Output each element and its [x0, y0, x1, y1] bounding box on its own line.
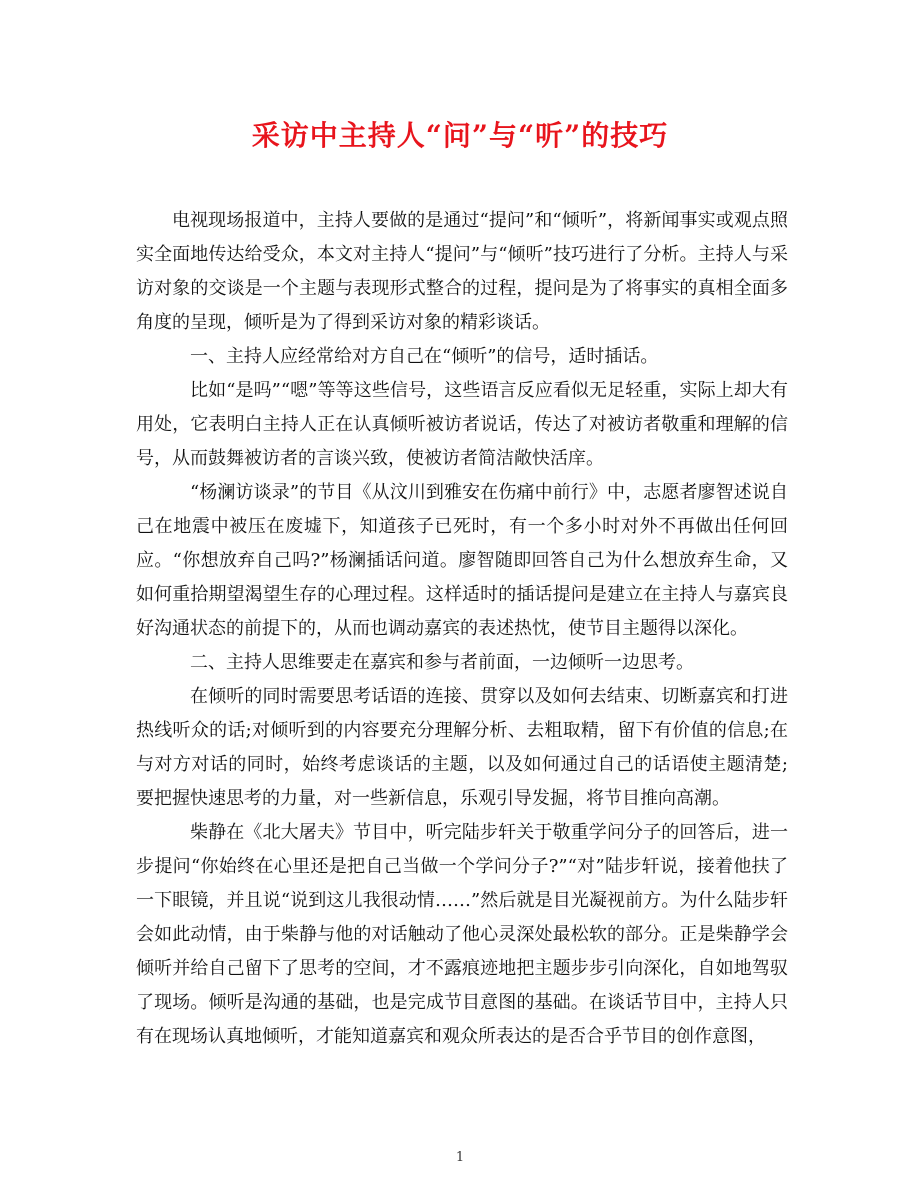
page-number: 1 [455, 1150, 465, 1165]
paragraph-thinking: 在倾听的同时需要思考话语的连接、贯穿以及如何去结束、切断嘉宾和打进热线听众的话;对倾听到的内容要充分理解分析、去粗取精，留下有价值的信息;在与对方对话的同时，始终考虑谈话的主题，以及如何通过自己的话语使主题清楚;要把握快速思考的力量，对一些新信息，乐观引导发掘，将节目推向高潮。 [136, 686, 788, 809]
heading-section-1: 一、主持人应经常给对方自己在“倾听”的信号，适时插话。 [190, 346, 659, 367]
document-body [136, 204, 788, 1054]
document-title: 采访中主持人“问”与“听”的技巧 [251, 119, 669, 152]
paragraph-signals: 比如“是吗”“嗯”等等这些信号，这些语言反应看似无足轻重，实际上却大有用处，它表明白主持人正在认真倾听被访者说话，传达了对被访者敬重和理解的信号，从而鼓舞被访者的言谈兴致，使被访者简洁敞快活庠。 [136, 380, 788, 469]
paragraph-intro: 电视现场报道中，主持人要做的是通过“提问”和“倾听”，将新闻事实或观点照实全面地传达给受众，本文对主持人“提问”与“倾听”技巧进行了分析。主持人与采访对象的交谈是一个主题与表现形式整合的过程，提问是为了将事实的真相全面多角度的呈现，倾听是为了得到采访对象的精彩谈话。 [136, 210, 788, 333]
heading-section-2: 二、主持人思维要走在嘉宾和参与者前面，一边倾听一边思考。 [190, 652, 694, 673]
paragraph-yanglan-example: “杨澜访谈录”的节目《从汶川到雅安在伤痛中前行》中，志愿者廖智述说自己在地震中被压在废墟下，知道孩子已死时，有一个多小时对外不再做出任何回应。“你想放弃自己吗?”杨澜插话问道。廖智随即回答自己为什么想放弃生命，又如何重拾期望渴望生存的心理过程。这样适时的插话提问是建立在主持人与嘉宾良好沟通状态的前提下的，从而也调动嘉宾的表述热忱，使节目主题得以深化。 [136, 482, 788, 639]
paragraph-chaijing-example: 柴静在《北大屠夫》节目中，听完陆步轩关于敬重学问分子的回答后，进一步提问“你始终在心里还是把自己当做一个学问分子?”“对”陆步轩说，接着他扶了一下眼镜，并且说“说到这儿我很动情……”然后就是目光凝视前方。为什么陆步轩会如此动情，由于柴静与他的对话触动了他心灵深处最松软的部分。正是柴静学会倾听并给自己留下了思考的空间，才不露痕迹地把主题步步引向深化，自如地驾驭了现场。倾听是沟通的基础，也是完成节目意图的基础。在谈话节目中，主持人只有在现场认真地倾听，才能知道嘉宾和观众所表达的是否合乎节目的创作意图， [136, 822, 788, 1047]
